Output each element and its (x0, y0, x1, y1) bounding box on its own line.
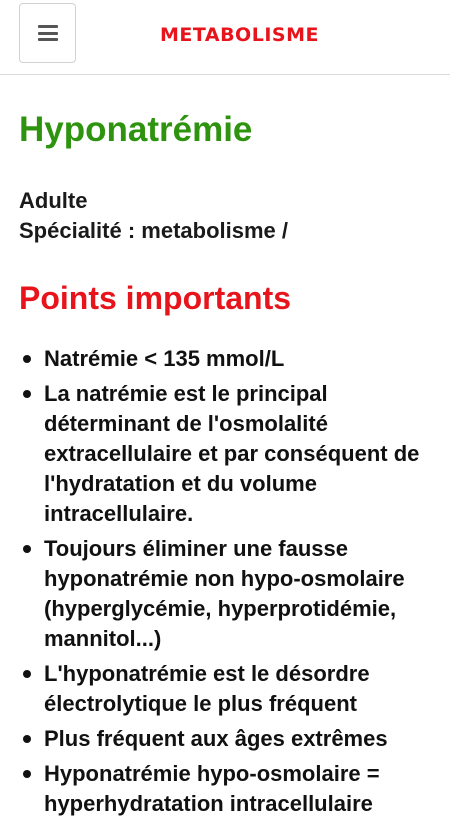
bullet-icon (23, 770, 31, 778)
menu-button[interactable] (19, 3, 76, 63)
article-meta (19, 186, 434, 246)
app-brand[interactable]: METABOLISME (160, 24, 319, 46)
list-item-text: Toujours éliminer une fausse hyponatrémie non hypo-osmolaire (hyperglycémie, hyperprotidémie, mannitol...) (44, 536, 405, 651)
list-item (19, 534, 434, 654)
bullet-icon (23, 545, 31, 553)
list-item (19, 659, 434, 719)
list-item-text: Hyponatrémie hypo-osmolaire = hyperhydratation intracellulaire (44, 761, 380, 816)
population-label: Adulte (19, 188, 88, 213)
hamburger-menu-icon (38, 25, 58, 41)
list-item (19, 724, 434, 754)
article-content (19, 110, 434, 824)
section-title-points-importants: Points importants (19, 280, 292, 316)
list-item (19, 759, 434, 819)
list-item (19, 344, 434, 374)
top-navigation-bar (0, 0, 450, 75)
page-title: Hyponatrémie (19, 110, 253, 149)
list-item-text: Natrémie < 135 mmol/L (44, 346, 285, 371)
bullet-icon (23, 735, 31, 743)
list-item-text: L'hyponatrémie est le désordre électrolytique le plus fréquent (44, 661, 370, 716)
bullet-icon (23, 390, 31, 398)
bullet-icon (23, 670, 31, 678)
bullet-icon (23, 355, 31, 363)
list-item (19, 379, 434, 529)
list-item-text: Plus fréquent aux âges extrêmes (44, 726, 388, 751)
list-item-text: La natrémie est le principal déterminant de l'osmolalité extracellulaire et par conséquent de l'hydratation et du volume intracellulaire. (44, 381, 420, 526)
specialty-breadcrumb[interactable]: Spécialité : metabolisme / (19, 218, 288, 243)
key-points-list (19, 344, 434, 819)
